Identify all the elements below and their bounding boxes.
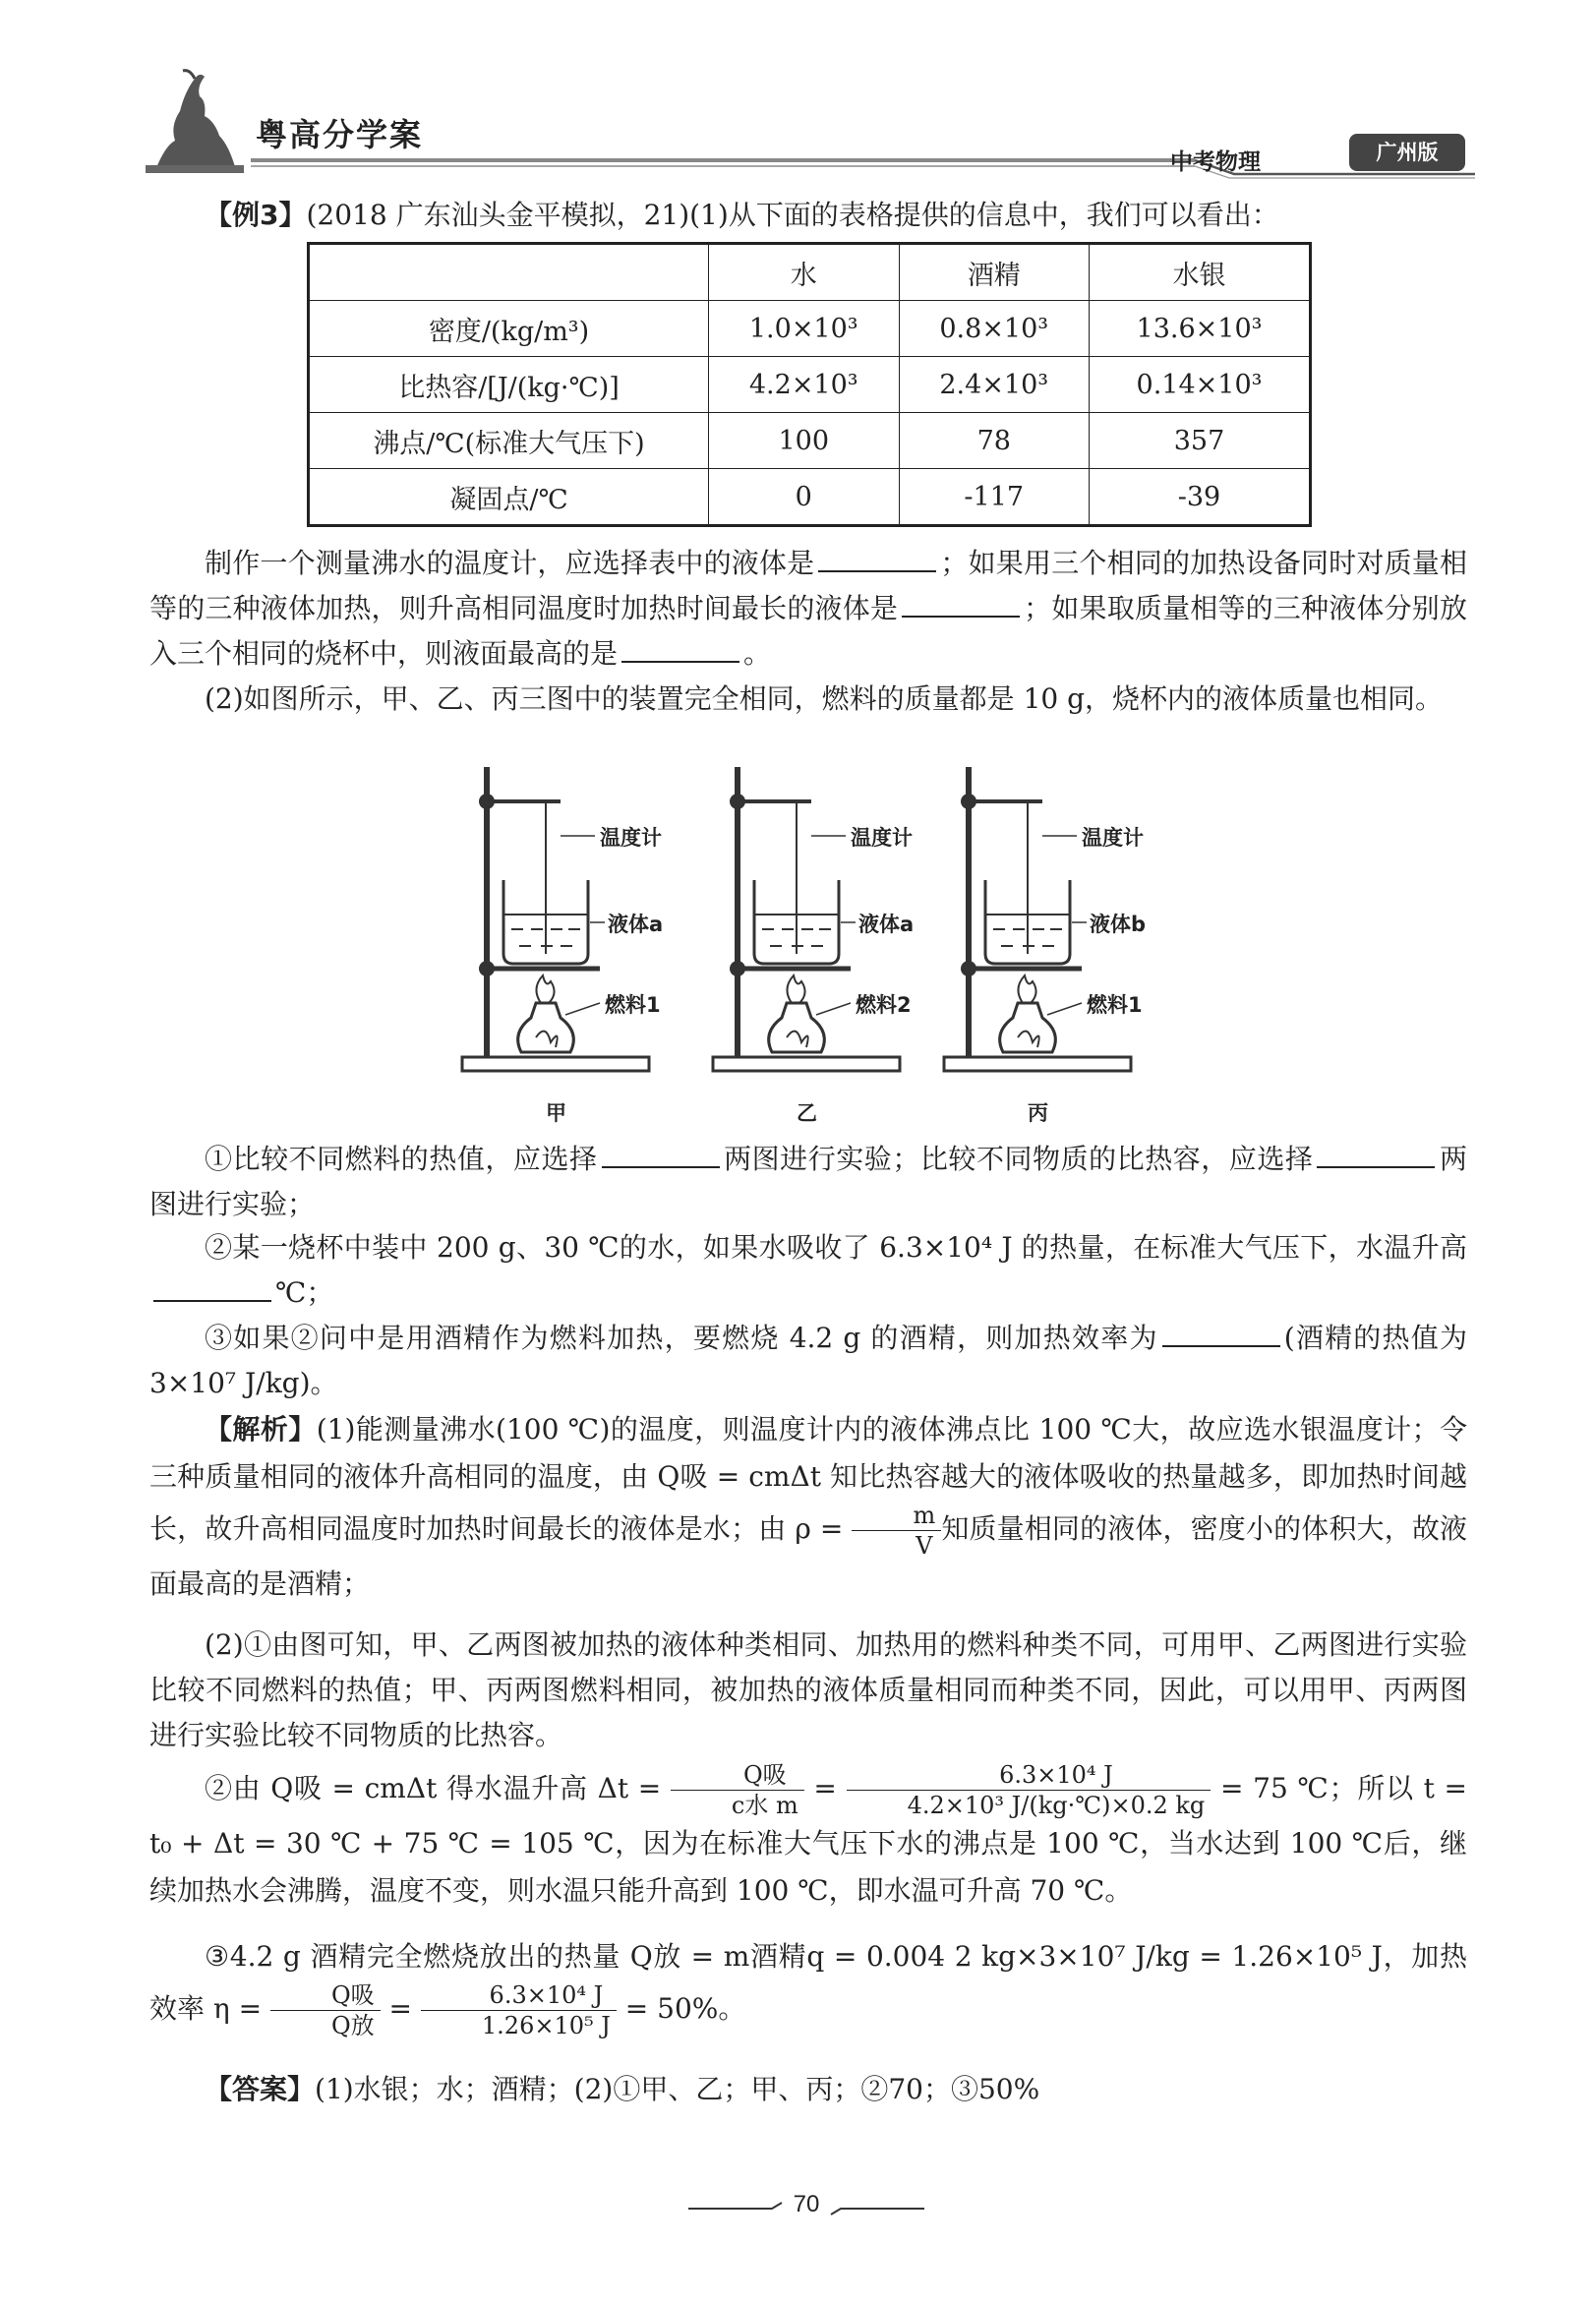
answer-blank[interactable] — [621, 631, 739, 663]
figure-caption: 甲 — [546, 1101, 566, 1125]
table-row: 比热容/[J/(kg·℃)] 4.2×10³ 2.4×10³ 0.14×10³ — [309, 357, 1311, 413]
answer-blank[interactable] — [902, 586, 1020, 618]
figure-caption: 丙 — [1028, 1101, 1048, 1125]
analysis-tag: 【解析】 — [205, 1413, 317, 1446]
header — [138, 59, 1475, 177]
table-header-cell: 水 — [709, 244, 900, 301]
page-number: 70 — [793, 2191, 820, 2217]
table-row: 凝固点/℃ 0 -117 -39 — [309, 469, 1311, 526]
answer-tag: 【答案】 — [205, 2073, 316, 2105]
table-row: 密度/(kg/m³) 1.0×10³ 0.8×10³ 13.6×10³ — [309, 301, 1311, 357]
answer-blank[interactable] — [1162, 1316, 1280, 1347]
answer-blank[interactable] — [1317, 1137, 1435, 1168]
density-fraction: $\frac{m}{V}$ — [852, 1501, 941, 1561]
example-source: (2018 广东汕头金平模拟，21)(1)从下面的表格提供的信息中，我们可以看出： — [306, 199, 1279, 231]
brand-title: 粤高分学案 — [256, 116, 424, 153]
edition-badge: 广州版 — [1349, 134, 1465, 171]
sub-question-3: ③如果②问中是用酒精作为燃料加热，要燃烧 4.2 g 的酒精，则加热效率为 (酒精的热值为 3×10⁷ J/kg)。 — [149, 1316, 1467, 1406]
page-footer — [688, 2189, 924, 2228]
temp-fraction-2: $\frac{\text{6.3×10⁴ J}}{\text{4.2×10³ J/(kg·℃)×0.2 kg}}$ — [847, 1760, 1212, 1820]
experiment-figures — [452, 757, 1160, 1131]
properties-table — [307, 242, 1312, 527]
efficiency-fraction-2: $\frac{\text{6.3×10⁴ J}}{\text{1.26×10⁵ J}}$ — [421, 1980, 617, 2040]
analysis-part-1: 【解析】(1)能测量沸水(100 ℃)的温度，则温度计内的液体沸点比 100 ℃大，故应选水银温度计；令三种质量相同的液体升高相同的温度，由 Q吸 = cmΔt 知比热容越大的液体吸收的热量越多，即加热时间越长，故升高相同温度时加热时间最长的液体是水；由 ρ = $\frac{m}{V}$ 知质量相同的液体，密度小的体积大，故液面最高的是酒精； — [149, 1413, 1467, 1600]
goat-logo-icon — [146, 67, 244, 175]
sub-question-1: ①比较不同燃料的热值，应选择 两图进行实验；比较不同物质的比热容，应选择 两图进行实验； — [149, 1137, 1467, 1227]
temp-fraction-1: $\frac{\text{Q吸}}{\text{c水 m}}$ — [671, 1760, 804, 1820]
header-rule — [251, 152, 1475, 182]
table-header-cell: 酒精 — [899, 244, 1090, 301]
subject-label: 中考物理 — [1170, 149, 1261, 175]
answer-blank[interactable] — [602, 1137, 720, 1168]
example-tag: 【例3】 — [205, 199, 307, 231]
answer-line — [149, 2067, 1467, 2112]
efficiency-fraction-1: $\frac{\text{Q吸}}{\text{Q放}}$ — [270, 1980, 381, 2040]
figure-bing: 温度计 液体b 燃料1 丙 — [934, 757, 1170, 1131]
analysis-part-3: ②由 Q吸 = cmΔt 得水温升高 Δt = $\frac{\text{Q吸}}{\text{c水 m}}$ = $\frac{\text{6.3×10⁴ J}}{\text{4.2×10³ J/(kg·℃)×0.2 kg}}$ = 75 ℃；所以 t = t₀ + Δt = 30 ℃ + 75 ℃ = 105 ℃，因为在标准大气压下水的沸点是 100 ℃，当水达到 100 ℃后，继续加热水会沸腾，温度不变，则水温只能升高到 100 ℃，即水温可升高 70 ℃。 — [149, 1761, 1467, 1907]
table-row: 沸点/℃(标准大气压下) 100 78 357 — [309, 413, 1311, 469]
table-header-row — [309, 244, 1311, 301]
answer-blank[interactable] — [153, 1270, 271, 1302]
question-1: 制作一个测量沸水的温度计，应选择表中的液体是 ；如果用三个相同的加热设备同时对质量相等的三种液体加热，则升高相同温度时加热时间最长的液体是 ；如果取质量相等的三种液体分别放入三个相同的烧杯中，则液面最高的是 。 — [149, 541, 1467, 677]
figure-yi: 温度计 液体a 燃料2 乙 — [703, 757, 939, 1131]
answer-blank[interactable] — [818, 541, 936, 572]
sub-question-2: ②某一烧杯中装中 200 g、30 ℃的水，如果水吸收了 6.3×10⁴ J 的热量，在标准大气压下，水温升高℃； — [149, 1225, 1467, 1316]
answer-text: (1)水银；水；酒精；(2)①甲、乙；甲、丙；②70；③50% — [315, 2073, 1040, 2105]
figure-caption: 乙 — [797, 1101, 817, 1125]
analysis-part-4: ③4.2 g 酒精完全燃烧放出的热量 Q放 = m酒精q = 0.004 2 kg×3×10⁷ J/kg = 1.26×10⁵ J，加热效率 η = $\frac{\text{Q吸}}{\text{Q放}}$ = $\frac{\text{6.3×10⁴ J}}{\text{1.26×10⁵ J}}$ = 50%。 — [149, 1940, 1467, 2039]
table-header-cell: 水银 — [1090, 244, 1311, 301]
example-intro — [149, 193, 1467, 238]
analysis-part-2: (2)①由图可知，甲、乙两图被加热的液体种类相同、加热用的燃料种类不同，可用甲、乙两图进行实验比较不同燃料的热值；甲、丙两图燃料相同，被加热的液体质量相同而种类不同，因此，可以用甲、丙两图进行实验比较不同物质的比热容。 — [149, 1628, 1467, 1751]
question-2-intro: (2)如图所示，甲、乙、丙三图中的装置完全相同，燃料的质量都是 10 g，烧杯内的液体质量也相同。 — [205, 682, 1444, 715]
figure-jia: 温度计 液体a 燃料1 甲 — [452, 757, 688, 1131]
